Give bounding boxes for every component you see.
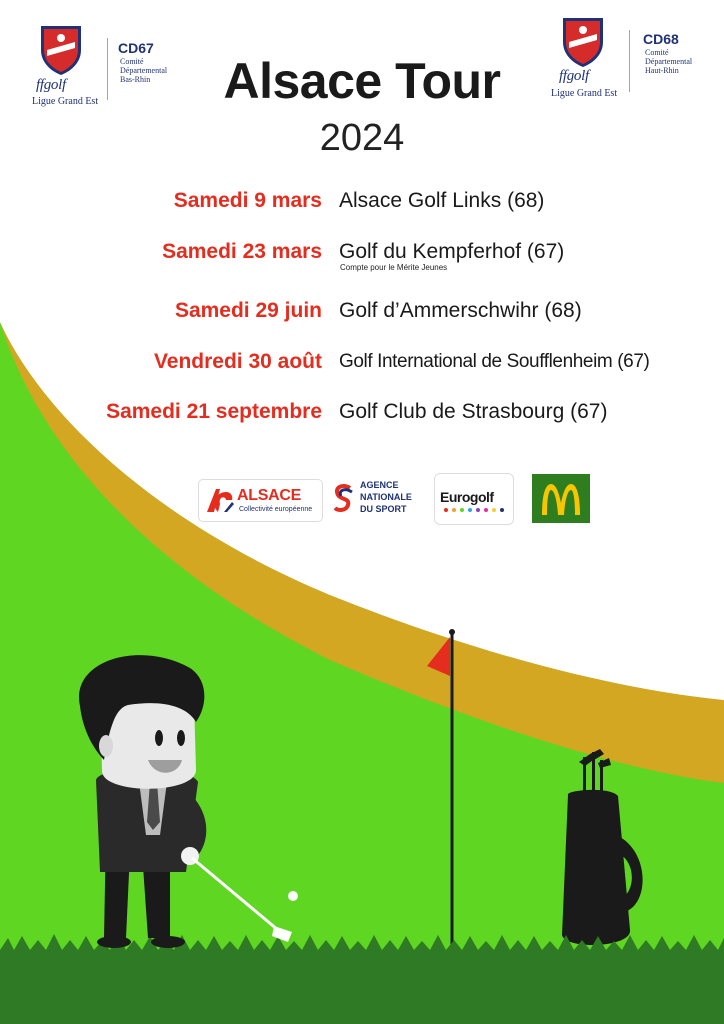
eurogolf-dots-icon (443, 507, 505, 513)
cd67-line-3: Bas-Rhin (120, 75, 151, 84)
alsace-name: ALSACE (237, 487, 301, 504)
cd68-line-2: Départemental (645, 57, 693, 66)
event-venue: Alsace Golf Links (68) (339, 189, 545, 212)
ans-line-3: DU SPORT (360, 504, 407, 514)
event-date: Samedi 9 mars (173, 189, 322, 212)
cd68-line-3: Haut-Rhin (645, 66, 679, 75)
event-date: Samedi 23 mars (162, 240, 322, 263)
poster-title: Alsace Tour (223, 53, 501, 109)
cd67-line-2: Départemental (120, 66, 168, 75)
ans-line-2: NATIONALE (360, 492, 412, 502)
alsace-emblem-icon (204, 486, 234, 514)
event-date: Samedi 21 septembre (106, 400, 322, 423)
flag-pole-top (449, 629, 455, 635)
event-date: Vendredi 30 août (153, 350, 322, 373)
ffgolf-wordmark: ffgolf (559, 68, 589, 84)
event-note: Compte pour le Mérite Jeunes (340, 263, 448, 272)
poster-year: 2024 (319, 117, 405, 159)
ans-sponsor-logo (330, 477, 426, 521)
event-venue: Golf d’Ammerschwihr (68) (339, 299, 582, 322)
event-venue: Golf Club de Strasbourg (67) (339, 400, 608, 423)
mcdonalds-sponsor-logo (532, 474, 590, 523)
cd68-code: CD68 (643, 31, 679, 47)
cd67-line-1: Comité (120, 57, 144, 66)
event-date: Samedi 29 juin (174, 299, 322, 322)
alsace-tagline: Collectivité européenne (239, 506, 313, 513)
eurogolf-name: Eurogolf (440, 489, 494, 505)
mcdonalds-arches-icon (540, 483, 582, 515)
eurogolf-sponsor-logo (434, 473, 514, 525)
ans-s-emblem-icon (332, 483, 354, 515)
ligue-label: Ligue Grand Est (551, 88, 618, 99)
event-venue: Golf du Kempferhof (67) (339, 240, 565, 263)
alsace-sponsor-logo (198, 479, 323, 522)
ans-line-1: AGENCE (360, 480, 399, 490)
ffgolf-wordmark: ffgolf (36, 77, 66, 93)
ligue-label: Ligue Grand Est (32, 96, 99, 107)
event-venue: Golf International de Soufflenheim (67) (339, 351, 650, 372)
cd68-line-1: Comité (645, 48, 669, 57)
cd67-code: CD67 (118, 40, 154, 56)
